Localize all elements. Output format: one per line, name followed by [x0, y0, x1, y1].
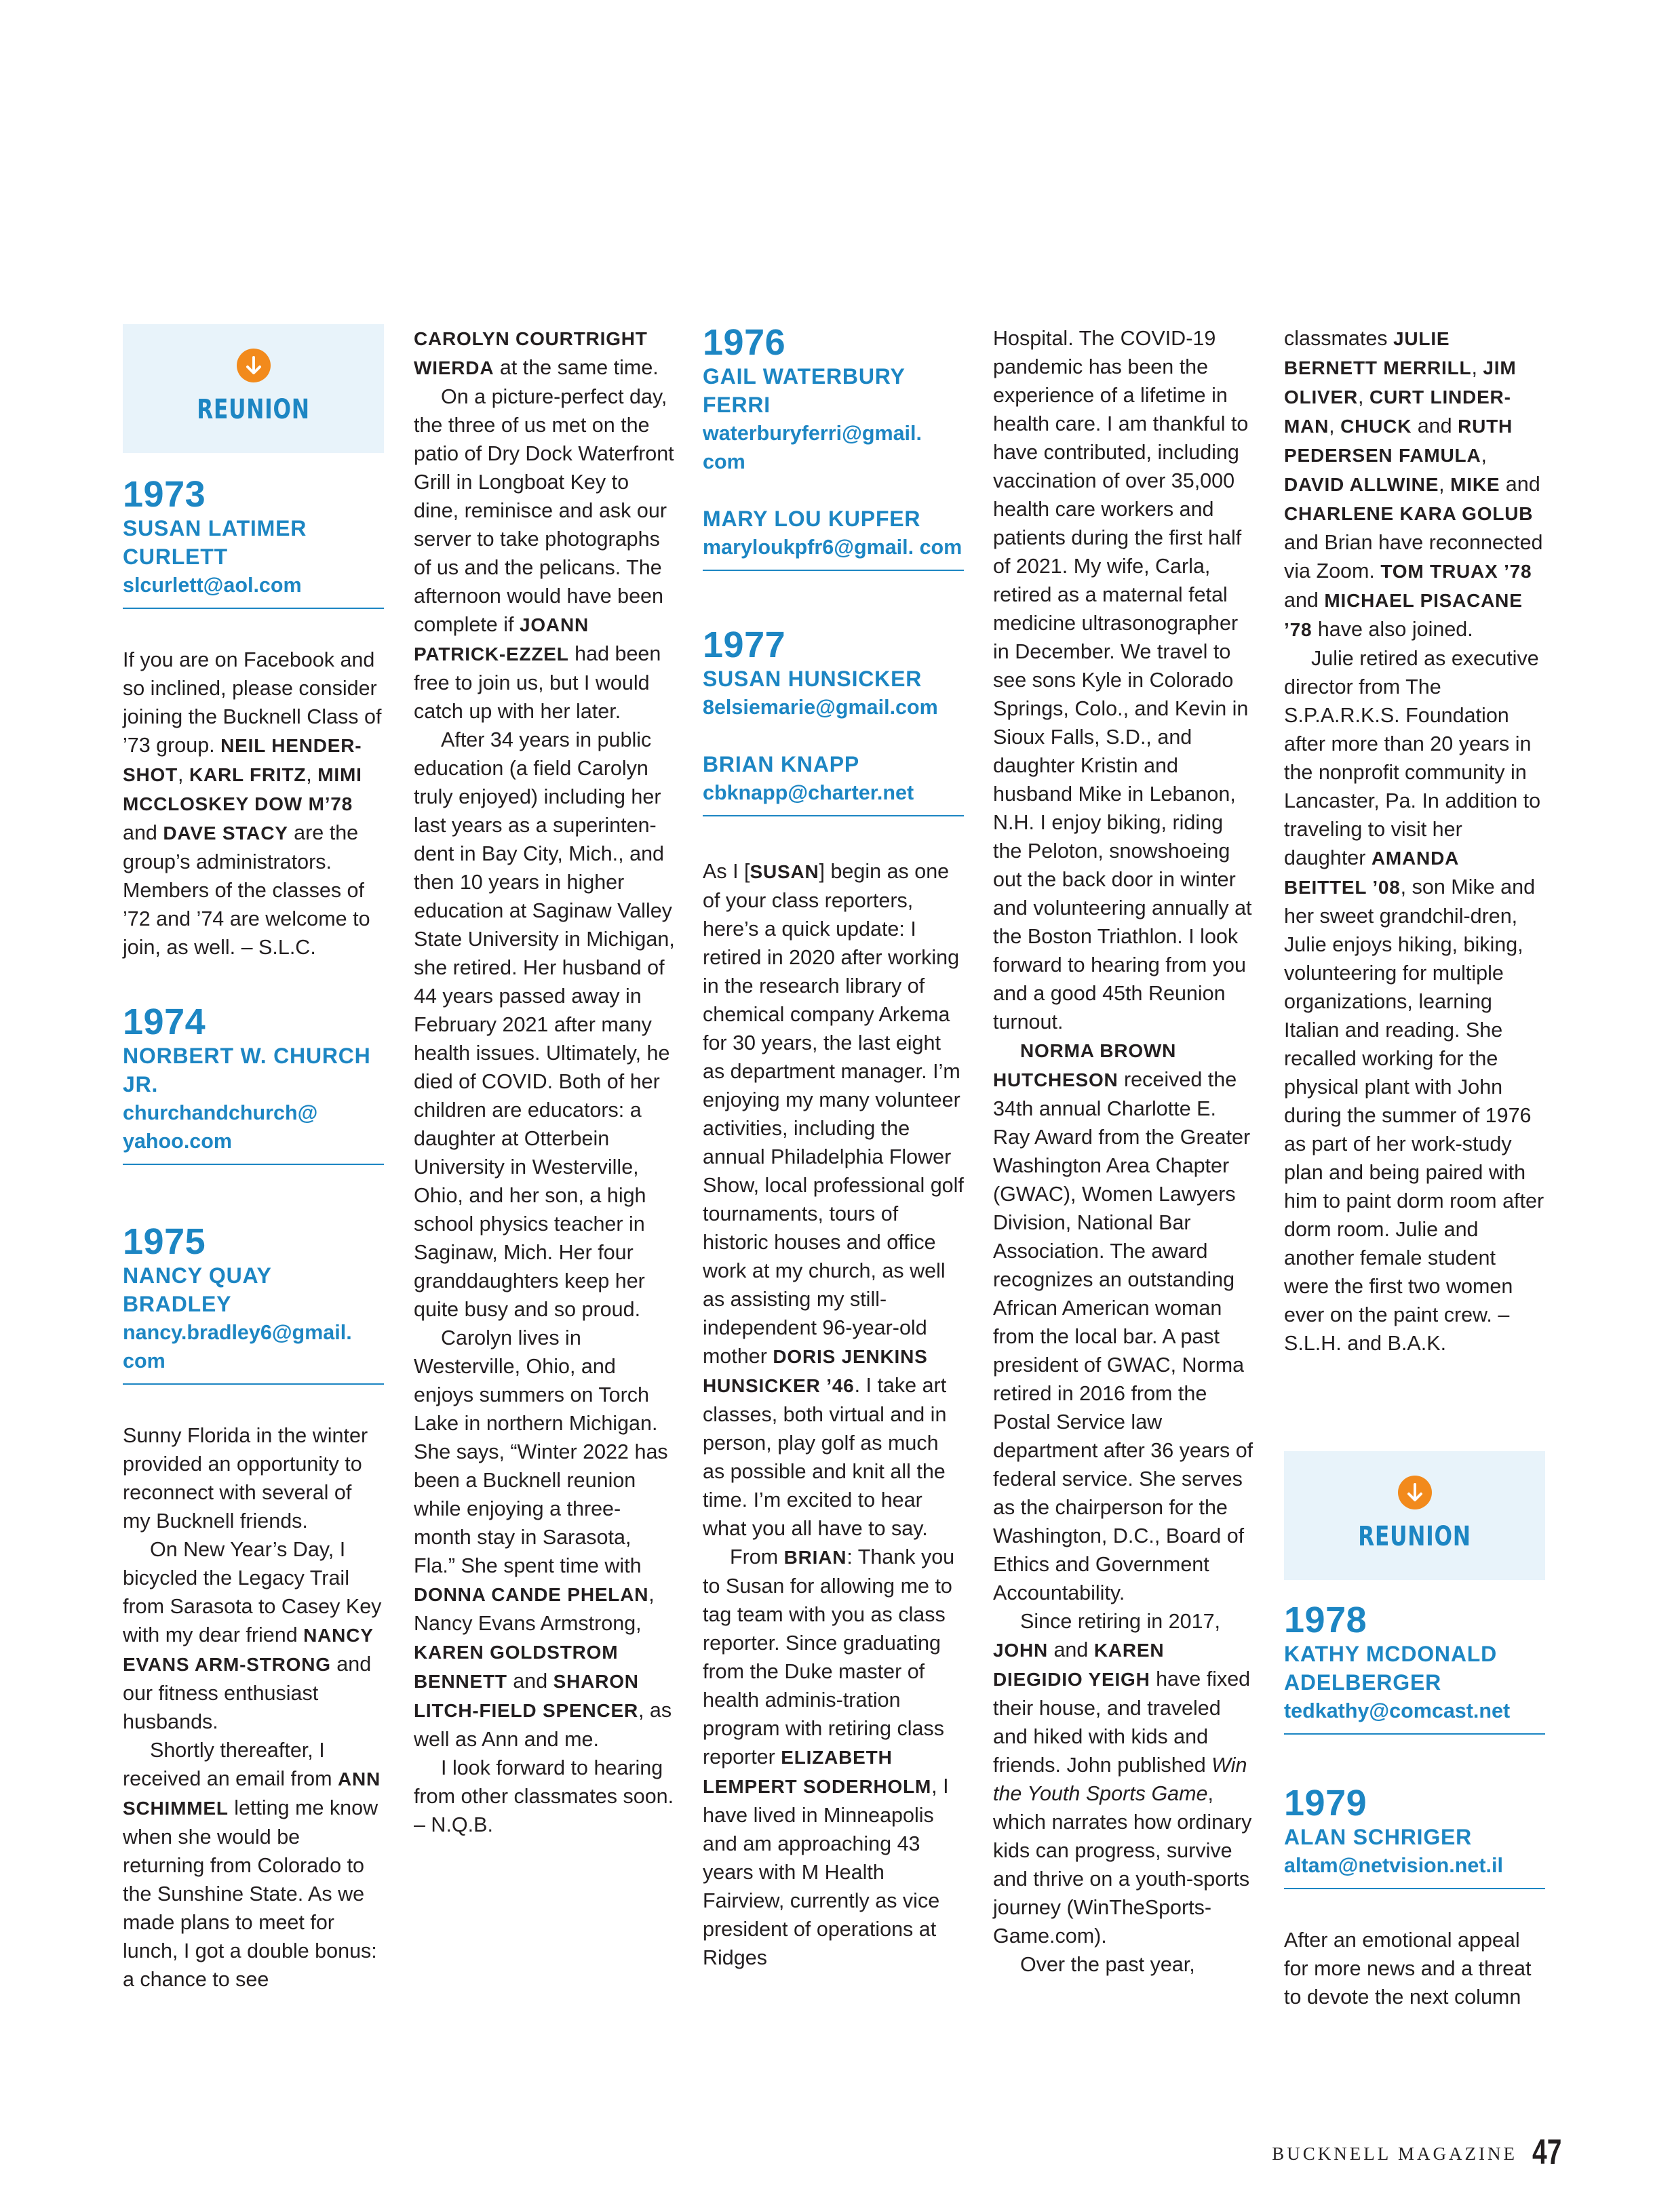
class-year: 1974 [123, 1002, 206, 1042]
paragraph: Julie retired as executive director from The S.P.A.R.K.S. Foundation after more than 20 years in the nonprofit community in Lancaster, Pa. In addition to traveling to visit her daughter AMANDA BEITTEL ’08, son Mike and her sweet grandchil-dren, Julie enjoys hiking, biking, volunteering for multiple organizations, learning Italian and reading. She recalled working for the physical plant with John during the summer of 1976 as part of her work-study plan and being paired with him to paint dorm room after dorm room. Julie and another female student were the first two women ever on the paint crew. – S.L.H. and B.A.K. [1284, 647, 1544, 1355]
paragraph: If you are on Facebook and so inclined, please consider joining the Bucknell Class of ’73 group. NEIL HENDER-SHOT, KARL FRITZ, MIMI MCCLOSKEY DOW M’78 and DAVE STACY are the group’s administrators. Members of the classes of ’72 and ’74 are welcome to join, as well. – S.L.C. [123, 648, 382, 959]
class-year: 1977 [703, 625, 786, 665]
reporter-name: GAIL WATERBURY FERRI [703, 364, 906, 417]
reunion-label: REUNION [1358, 1521, 1471, 1552]
class-year: 1976 [703, 322, 786, 363]
reporter-name: NANCY QUAY BRADLEY [123, 1263, 272, 1316]
paragraph: Over the past year, [1020, 1953, 1195, 1976]
paragraph: Since retiring in 2017, JOHN and KAREN DIEGIDIO YEIGH have fixed their house, and traveled and hiked with kids and friends. John published Win the Youth Sports Game, which narrates how ordinary kids can progress, survive and thrive on a youth-sports journey (WinTheSports-Game.com). [993, 1610, 1252, 1948]
reunion-banner-2 [1284, 1451, 1545, 1580]
divider [123, 1383, 384, 1385]
class-1973 [123, 475, 384, 609]
reporter-name: ALAN SCHRIGER [1284, 1825, 1473, 1849]
reporter-name: BRIAN KNAPP [703, 752, 860, 776]
paragraph: As I [SUSAN] begin as one of your class reporters, here’s a quick update: I retired in 2020 after working in the research library of chemical company Arkema for 30 years, the last eight as department manager. I’m enjoying my many volunteer activities, including the annual Philadelphia Flower Show, local professional golf tournaments, tours of historic houses and office work at my church, as well as assisting my still-independent 96-year-old mother DORIS JENKINS HUNSICKER ’46. I take art classes, both virtual and in person, play golf as much as possible and knit all the time. I’m excited to hear what you all have to say. [703, 860, 964, 1540]
divider [703, 570, 964, 571]
class-1976 [703, 323, 964, 571]
paragraph: From BRIAN: Thank you to Susan for allowing me to tag team with you as class reporter. Since graduating from the Duke master of health adminis-tration program with retiring class reporter ELIZABETH LEMPERT SODERHOLM, I have lived in Minneapolis and am approaching 43 years with M Health Fairview, currently as vice president of operations at Ridges [703, 1545, 955, 1969]
column-4 [993, 324, 1254, 1979]
column-5 [1284, 324, 1545, 1358]
paragraph: On New Year’s Day, I bicycled the Legacy Trail from Sarasota to Casey Key with my dear friend NANCY EVANS ARM-STRONG and our fitness enthusiast husbands. [123, 1538, 382, 1733]
magazine-name: BUCKNELL MAGAZINE [1272, 2144, 1517, 2164]
paragraph: After 34 years in public education (a field Carolyn truly enjoyed) including her last years as a superinten-dent in Bay City, Mich., and then 10 years in higher education at Saginaw Valley State University in Michigan, she retired. Her husband of 44 years passed away in February 2021 after many health issues. Ultimately, he died of COVID. Both of her children are educators: a daughter at Otterbein University in Westerville, Ohio, and her son, a high school physics teacher in Saginaw, Mich. Her four granddaughters keep her quite busy and so proud. [414, 728, 675, 1321]
page-footer [1272, 2129, 1563, 2170]
class-1977 [703, 625, 964, 816]
reunion-label: REUNION [197, 394, 310, 425]
column-5-lower [1284, 1600, 1545, 2011]
arrow-down-circle-icon [237, 349, 271, 382]
reporter-email[interactable]: altam@netvision.net.il [1284, 1854, 1503, 1877]
reporter-email[interactable]: nancy.bradley6@gmail. com [123, 1321, 352, 1372]
reporter-name: NORBERT W. CHURCH JR. [123, 1044, 371, 1097]
paragraph: Sunny Florida in the winter provided an opportunity to reconnect with several of my Bucknell friends. [123, 1424, 368, 1533]
reporter-email[interactable]: waterburyferri@gmail. com [703, 422, 922, 473]
paragraph: CAROLYN COURTRIGHT WIERDA at the same time. [414, 328, 659, 379]
divider [1284, 1888, 1545, 1889]
reporter-name: MARY LOU KUPFER [703, 507, 921, 531]
reporter-name: SUSAN LATIMER CURLETT [123, 516, 307, 569]
reunion-banner-1 [123, 324, 384, 453]
class-1974 [123, 1002, 384, 1165]
paragraph: classmates JULIE BERNETT MERRILL, JIM OLIVER, CURT LINDER-MAN, CHUCK and RUTH PEDERSEN FAMULA, DAVID ALLWINE, MIKE and CHARLENE KARA GOLUB and Brian have reconnected via Zoom. TOM TRUAX ’78 and MICHAEL PISACANE ’78 have also joined. [1284, 327, 1543, 641]
arrow-down-circle-icon [1398, 1476, 1432, 1509]
class-year: 1979 [1284, 1783, 1367, 1823]
column-3 [703, 323, 964, 1972]
paragraph: Carolyn lives in Westerville, Ohio, and enjoys summers on Torch Lake in northern Michigan. She says, “Winter 2022 has been a Bucknell reunion while enjoying a three-month stay in Sarasota, Fla.” She spent time with DONNA CANDE PHELAN, Nancy Evans Armstrong, KAREN GOLDSTROM BENNETT and SHARON LITCH-FIELD SPENCER, as well as Ann and me. [414, 1326, 672, 1751]
reporter-email[interactable]: tedkathy@comcast.net [1284, 1699, 1511, 1722]
divider [703, 815, 964, 816]
paragraph: I look forward to hearing from other classmates soon. – N.Q.B. [414, 1756, 674, 1836]
paragraph: Shortly thereafter, I received an email from ANN SCHIMMEL letting me know when she would be returning from Colorado to the Sunshine State. As we made plans to meet for lunch, I got a double bonus: a chance to see [123, 1739, 381, 1991]
class-year: 1975 [123, 1221, 206, 1262]
reporter-email[interactable]: maryloukpfr6@gmail. com [703, 536, 962, 559]
column-1 [123, 475, 384, 1994]
paragraph: NORMA BROWN HUTCHESON received the 34th annual Charlotte E. Ray Award from the Greater Washington Area Chapter (GWAC), Women Lawyers Division, National Bar Association. The award recognizes an outstanding African American woman from the local bar. A past president of GWAC, Norma retired in 2016 from the Postal Service law department after 36 years of federal service. She serves as the chairperson for the Washington, D.C., Board of Ethics and Government Accountability. [993, 1040, 1253, 1604]
class-1978 [1284, 1600, 1545, 1735]
paragraph: After an emotional appeal for more news and a threat to devote the next column [1284, 1929, 1532, 2009]
divider [1284, 1733, 1545, 1735]
reporter-name: KATHY MCDONALD ADELBERGER [1284, 1642, 1497, 1695]
page-number: 47 [1532, 2133, 1562, 2172]
class-1979 [1284, 1783, 1545, 1889]
reporter-email[interactable]: churchandchurch@ yahoo.com [123, 1101, 318, 1153]
divider [123, 608, 384, 609]
paragraph: On a picture-perfect day, the three of us met on the patio of Dry Dock Waterfront Grill in Longboat Key to dine, reminisce and ask our server to take photographs of us and the pelicans. The afternoon would have been complete if JOANN PATRICK-EZZEL had been free to join us, but I would catch up with her later. [414, 385, 674, 723]
class-1975 [123, 1222, 384, 1385]
reporter-email[interactable]: slcurlett@aol.com [123, 574, 302, 597]
reporter-email[interactable]: cbknapp@charter.net [703, 781, 914, 804]
reporter-name: SUSAN HUNSICKER [703, 667, 922, 691]
column-2 [414, 324, 675, 1839]
paragraph: Hospital. The COVID-19 pandemic has been the experience of a lifetime in health care. I am thankful to have contributed, including vaccination of over 35,000 health care workers and patients during the first half of 2021. My wife, Carla, retired as a maternal fetal medicine ultrasonographer in December. We travel to see sons Kyle in Colorado Springs, Colo., and Kevin in Sioux Falls, S.D., and daughter Kristin and husband Mike in Lebanon, N.H. I enjoy biking, riding the Peloton, snowshoeing out the back door in winter and volunteering annually at the Boston Triathlon. I look forward to hearing from you and a good 45th Reunion turnout. [993, 327, 1252, 1033]
reporter-email[interactable]: 8elsiemarie@gmail.com [703, 696, 938, 719]
class-year: 1973 [123, 474, 206, 515]
divider [123, 1164, 384, 1165]
class-year: 1978 [1284, 1600, 1367, 1640]
